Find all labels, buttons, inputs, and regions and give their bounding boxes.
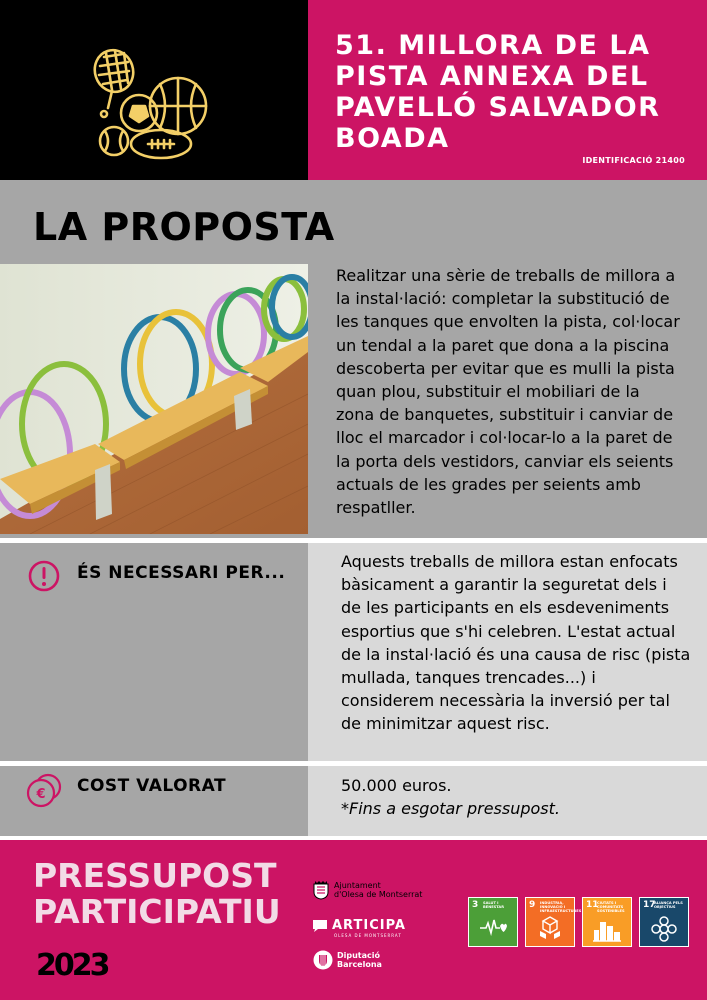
ajuntament-logo bbox=[312, 880, 422, 900]
sdg-number: 17 bbox=[643, 900, 656, 910]
proposal-heading: LA PROPOSTA bbox=[33, 205, 335, 249]
participatory-budget-title bbox=[33, 858, 281, 930]
title-line: PRESSUPOST bbox=[33, 856, 277, 895]
header-left-panel bbox=[0, 0, 308, 180]
sdg-number: 3 bbox=[472, 900, 479, 910]
sdg-9-tile bbox=[526, 898, 582, 946]
sdg-11-tile bbox=[583, 898, 631, 946]
ajuntament-line2: d'Olesa de Montserrat bbox=[334, 890, 423, 899]
title-line: PARTICIPATIU bbox=[33, 892, 281, 931]
participa-subtitle: OLESA DE MONTSERRAT bbox=[334, 933, 402, 938]
sdg-17-tile bbox=[640, 898, 688, 946]
title-line: PISTA ANNEXA DEL bbox=[335, 61, 649, 92]
heartbeat-icon bbox=[479, 916, 507, 938]
coat-of-arms-icon bbox=[312, 880, 330, 900]
diputacio-logo bbox=[313, 950, 382, 970]
proposal-text: Realitzar una sèrie de treballs de millora a la instal·lació: completar la substitució de les tanques que envolten la pista, col·locar un tendal a la paret que dona a la piscina descoberta per evitar que es mulli la pista quan plou, substituir el mobiliari de la zona de banquetes, substituir i canviar de lloc el marcador i col·locar-lo a la paret de la porta dels vestidors, canviar els seients actuals de les grades per seients amb respatller. bbox=[336, 266, 680, 518]
sdg-label: SALUT I BENESTAR bbox=[483, 901, 504, 910]
year-label: 2023 bbox=[36, 948, 108, 983]
sdg-number: 9 bbox=[529, 900, 536, 910]
ajuntament-line1: Ajuntament bbox=[334, 881, 381, 890]
participa-logo bbox=[312, 918, 406, 938]
sports-balls-icon bbox=[0, 0, 308, 180]
bench-hoops-illustration bbox=[0, 264, 308, 534]
title-line: 51. MILLORA DE LA bbox=[335, 30, 651, 61]
sdg-3-tile bbox=[469, 898, 517, 946]
speech-bubble-icon bbox=[312, 919, 328, 933]
exclamation-circle-icon bbox=[27, 559, 61, 593]
participa-wordmark: ARTICIPA bbox=[332, 918, 406, 933]
diputacio-line2: Barcelona bbox=[337, 960, 382, 969]
cost-heading: COST VALORAT bbox=[77, 776, 227, 796]
sdg-label: INDÚSTRIA, INNOVACIÓ I INFRAESTRUCTURES bbox=[540, 901, 582, 914]
necessity-heading: ÉS NECESSARI PER... bbox=[77, 563, 286, 583]
flower-icon bbox=[650, 916, 678, 942]
svg-text:€: € bbox=[36, 787, 46, 802]
identification-code: IDENTIFICACIÓ 21400 bbox=[582, 156, 685, 165]
title-line: BOADA bbox=[335, 123, 450, 154]
cost-value: 50.000 euros. bbox=[341, 776, 452, 795]
cubes-icon bbox=[536, 916, 564, 940]
city-icon bbox=[593, 916, 621, 942]
sdg-label: CIUTATS I COMUNITATS SOSTENIBLES bbox=[597, 901, 625, 914]
necessity-text: Aquests treballs de millora estan enfocats bàsicament a garantir la seguretat dels i de les participants en els esdeveniments esportius que s'hi celebren. L'estat actual de la instal·lació és una causa de risc (pista mullada, tanques trencades...) i considerem necessària la inversió per tal de minimitzar aquest risc. bbox=[341, 552, 691, 734]
sdg-number: 11 bbox=[586, 900, 599, 910]
diputacio-line1: Diputació bbox=[337, 951, 381, 960]
title-line: PAVELLÓ SALVADOR bbox=[335, 92, 661, 123]
cost-note: *Fins a esgotar pressupost. bbox=[341, 799, 560, 818]
page-title bbox=[335, 30, 695, 154]
euro-coins-icon bbox=[25, 773, 63, 809]
proposal-photo bbox=[0, 264, 308, 534]
diputacio-emblem-icon bbox=[313, 950, 333, 970]
sdg-label: ALIANÇA PELS OBJECTIUS bbox=[654, 901, 683, 910]
